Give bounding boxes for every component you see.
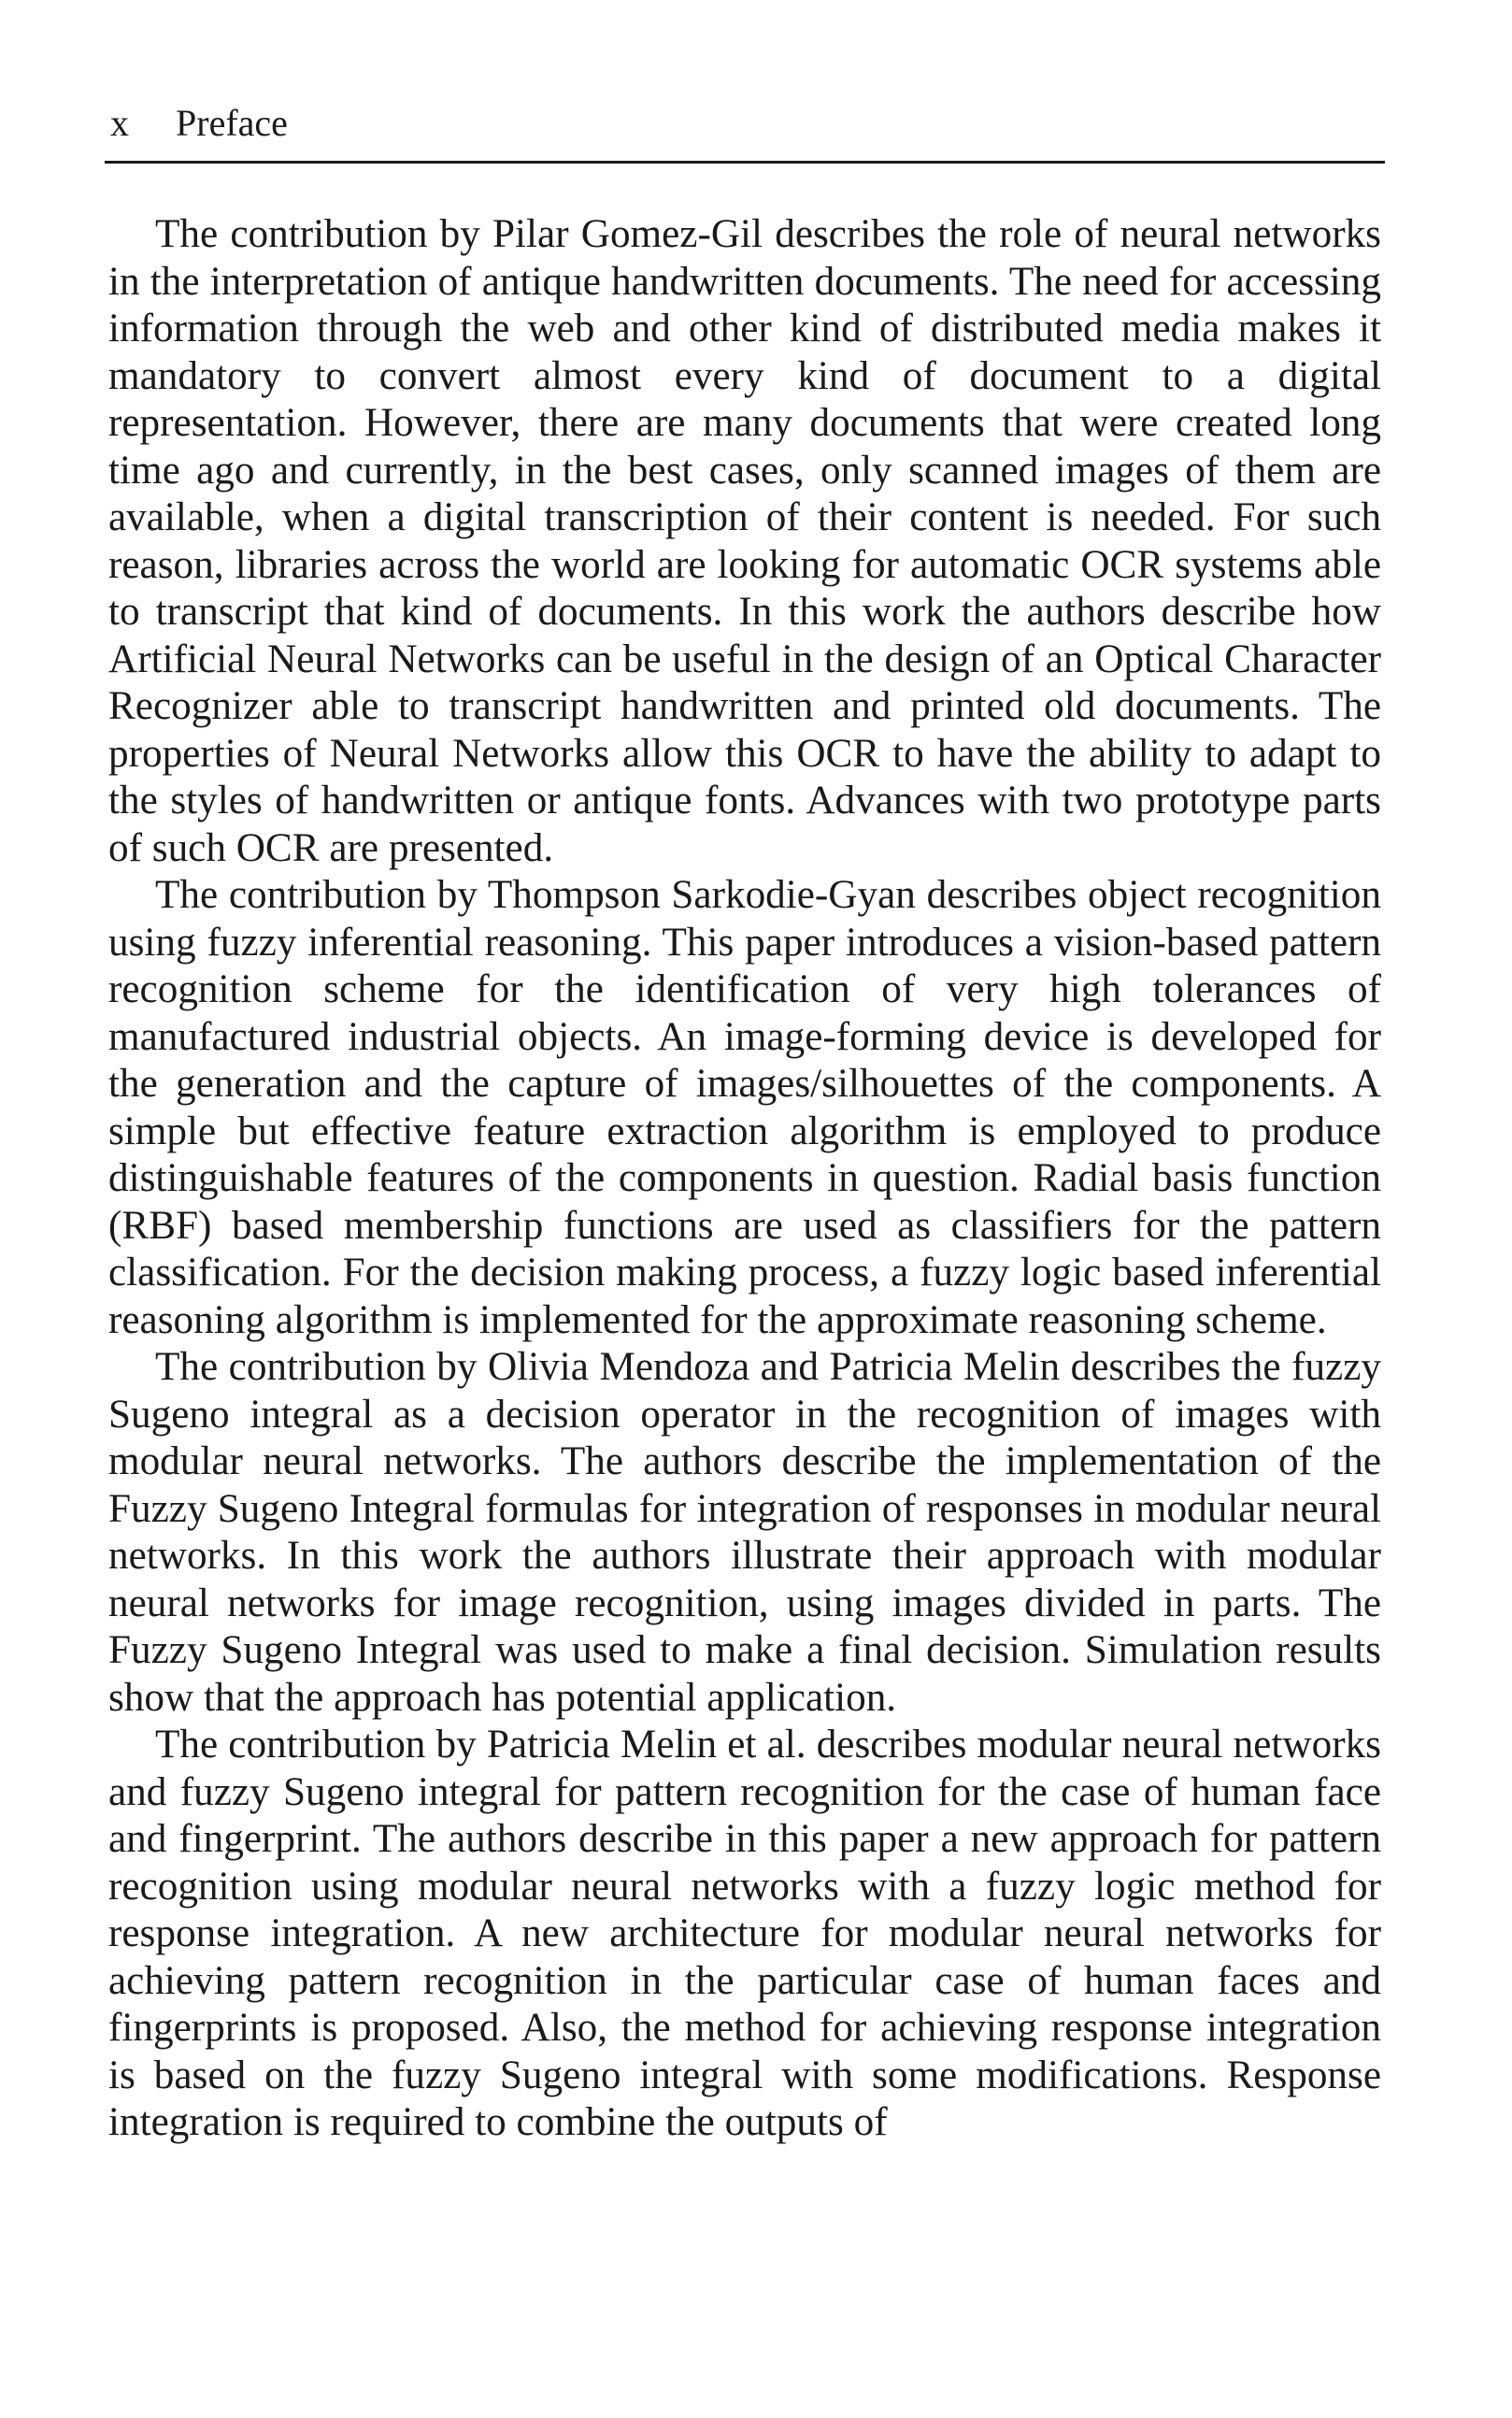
header-rule <box>105 161 1385 164</box>
paragraph-mendoza-melin: The contribution by Olivia Mendoza and Patricia Melin describes the fuzzy Sugeno integral as a decision operator in the recognition of images with modular neural networks. The authors describe the implementation of the Fuzzy Sugeno Integral formulas for integration of responses in modular neural networks. In this work the authors illustrate their approach with modular neural networks for image recognition, using images divided in parts. The Fuzzy Sugeno Integral was used to make a final decision. Simulation results show that the approach has potential application. <box>108 1345 1381 1720</box>
paragraph-sarkodie-gyan: The contribution by Thompson Sarkodie-Gyan describes object recognition using fuzzy inferential reasoning. This paper introduces a vision-based pattern recognition scheme for the identification of very high tolerances of manufactured industrial objects. An image-forming device is developed for the generation and the capture of images/silhouettes of the components. A simple but effective feature extraction algorithm is employed to produce distinguishable features of the components in question. Radial basis function (RBF) based membership functions are used as classifiers for the pattern classification. For the decision making process, a fuzzy logic based inferential reasoning algorithm is implemented for the approximate reasoning scheme. <box>108 873 1381 1342</box>
paragraph-melin-et-al: The contribution by Patricia Melin et al. describes modular neural networks and fuzzy Sugeno integral for pattern recognition for the case of human face and fingerprint. The authors describe in this paper a new approach for pattern recognition using modular neural networks with a fuzzy logic method for response integration. A new architecture for modular neural networks for achieving pattern recognition in the particular case of human faces and fingerprints is proposed. Also, the method for achieving response integration is based on the fuzzy Sugeno integral with some modifications. Response integration is required to combine the outputs of <box>108 1723 1381 2144</box>
running-title: Preface <box>176 102 288 144</box>
page-number: x <box>110 102 129 144</box>
running-head <box>110 101 1396 157</box>
body-text <box>108 211 1381 2147</box>
paragraph-gomez-gil: The contribution by Pilar Gomez-Gil describes the role of neural networks in the interpretation of antique handwritten documents. The need for accessing information through the web and other kind of distributed media makes it mandatory to convert almost every kind of document to a digital representation. However, there are many documents that were created long time ago and currently, in the best cases, only scanned images of them are available, when a digital transcription of their content is needed. For such reason, libraries across the world are looking for automatic OCR systems able to transcript that kind of documents. In this work the authors describe how Artificial Neural Networks can be useful in the design of an Optical Character Recognizer able to transcript handwritten and printed old documents. The properties of Neural Networks allow this OCR to have the ability to adapt to the styles of handwritten or antique fonts. Advances with two prototype parts of such OCR are presented. <box>108 212 1381 870</box>
